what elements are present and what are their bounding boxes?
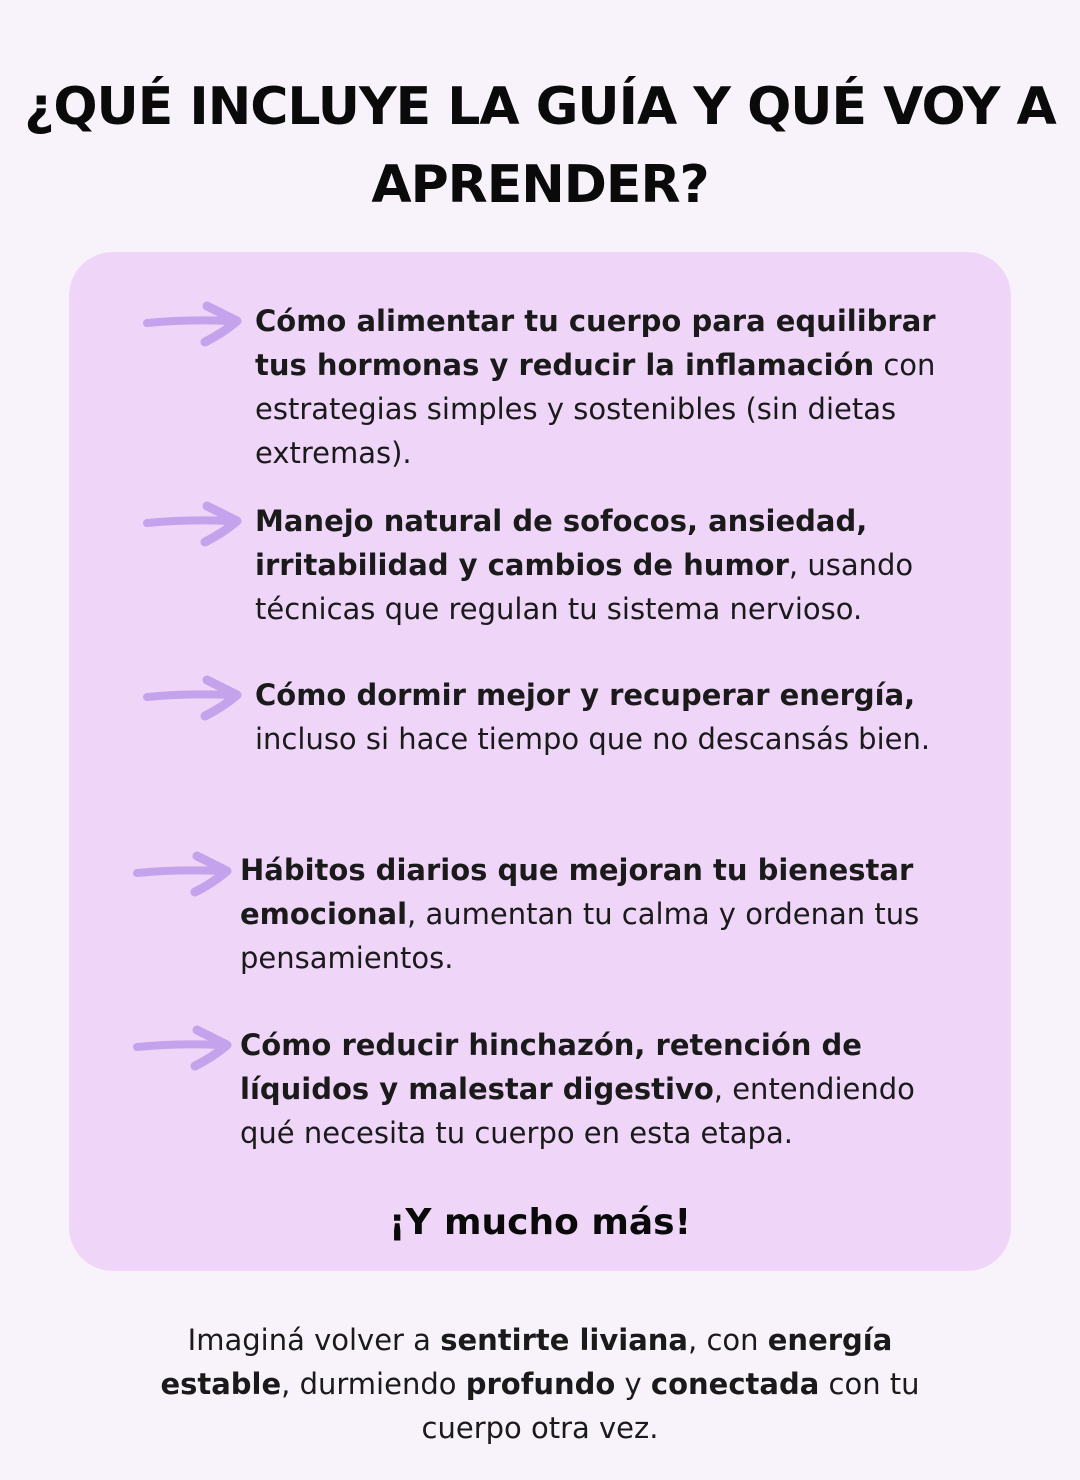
closing-text-highlight: energía estable	[160, 1323, 893, 1401]
closing-text-part: , durmiendo	[281, 1367, 466, 1401]
closing-text-highlight: sentirte liviana	[440, 1323, 689, 1357]
item-description: , aumentan tu calma y ordenan tus pensamientos.	[240, 897, 920, 975]
item-description: incluso si hace tiempo que no descansás bien.	[255, 722, 931, 756]
item-title: Cómo dormir mejor y recuperar energía,	[255, 678, 916, 712]
item-title: Hábitos diarios que mejoran tu bienestar emocional	[240, 853, 914, 931]
closing-text-part: y	[615, 1367, 651, 1401]
arrow-right-icon	[143, 500, 243, 550]
closing-text-part: , con	[688, 1323, 768, 1357]
arrow-right-icon	[143, 300, 243, 350]
closing-text-part: con tu cuerpo otra vez.	[421, 1367, 920, 1445]
page-title: ¿QUÉ INCLUYE LA GUÍA Y QUÉ VOY A APRENDER?	[24, 77, 1056, 215]
closing-text	[120, 1318, 960, 1450]
arrow-right-icon	[133, 850, 233, 900]
item-title: Cómo alimentar tu cuerpo para equilibrar tus hormonas y reducir la inflamación	[255, 304, 936, 382]
item-description: , entendiendo qué necesita tu cuerpo en esta etapa.	[240, 1072, 915, 1150]
item-title: Manejo natural de sofocos, ansiedad, irritabilidad y cambios de humor	[255, 504, 868, 582]
arrow-right-icon	[133, 1024, 233, 1074]
closing-text-highlight: conectada	[650, 1367, 820, 1401]
item-description: , usando técnicas que regulan tu sistema nervioso.	[255, 548, 914, 626]
item-description: con estrategias simples y sostenibles (sin dietas extremas).	[255, 348, 936, 470]
and-much-more-text: ¡Y mucho más!	[388, 1202, 692, 1243]
item-title: Cómo reducir hinchazón, retención de líquidos y malestar digestivo	[240, 1028, 862, 1106]
arrow-right-icon	[143, 674, 243, 724]
features-card	[69, 252, 1011, 1271]
closing-text-part: Imaginá volver a	[187, 1323, 441, 1357]
closing-text-highlight: profundo	[465, 1367, 616, 1401]
